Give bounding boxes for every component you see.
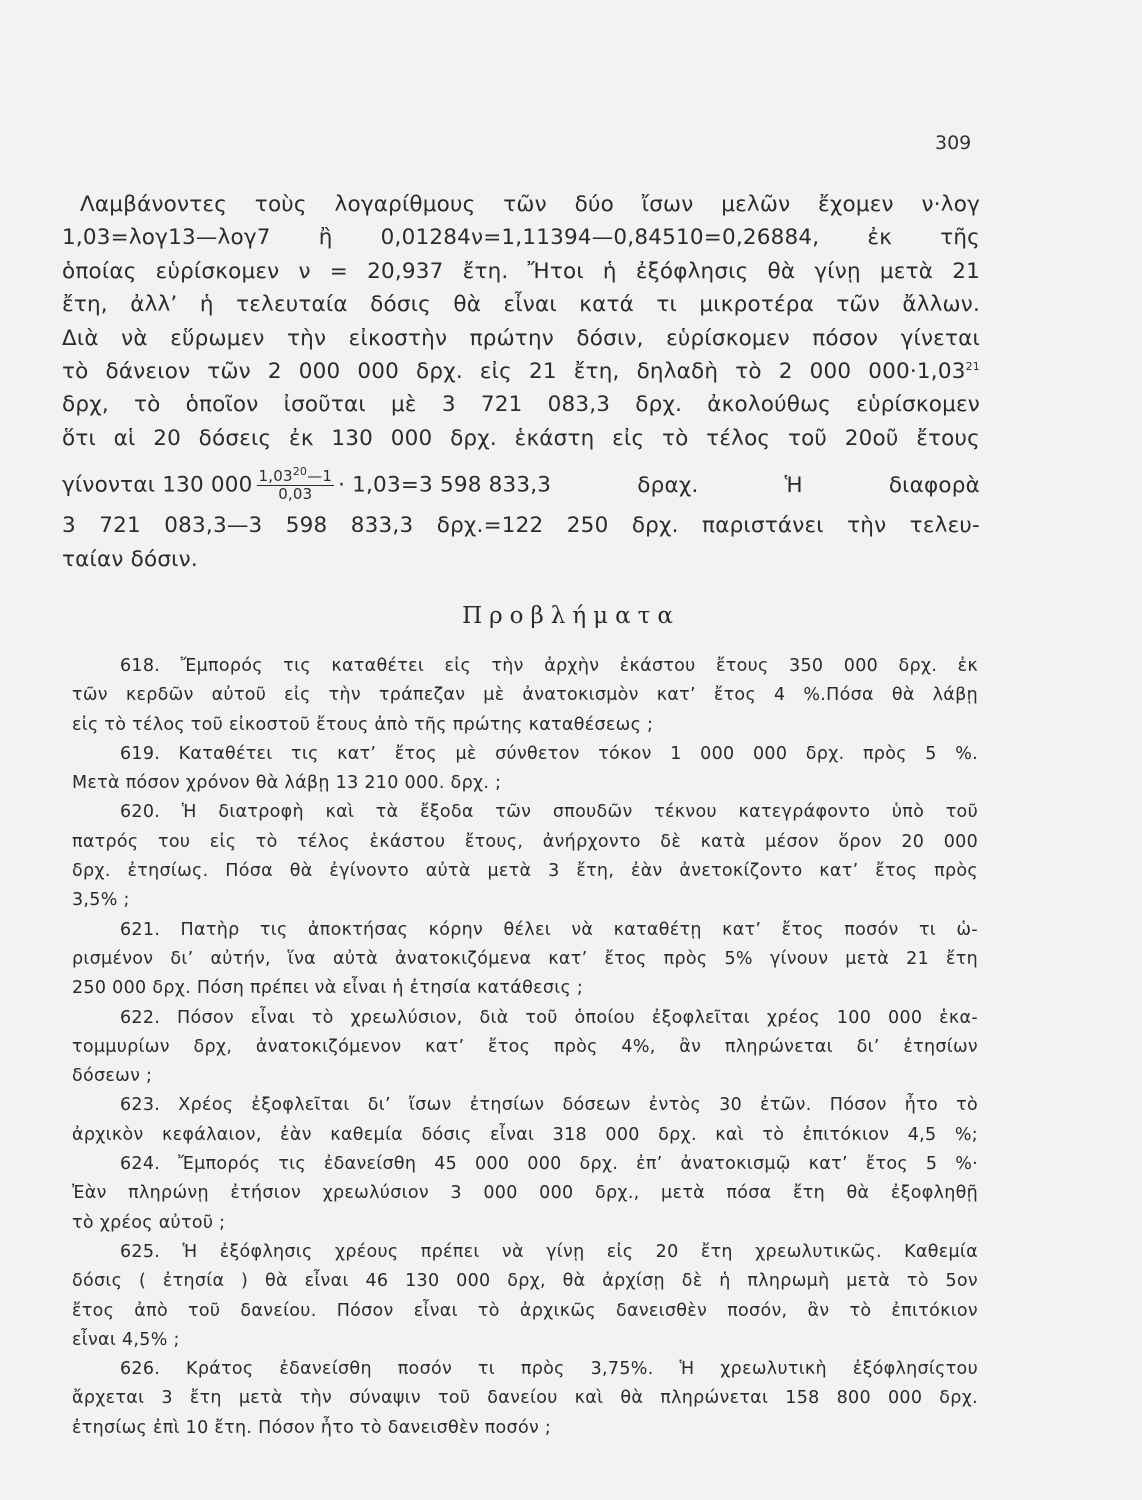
formula-prefix <box>62 464 552 503</box>
problem-line: 624. Ἔμπορός τις ἐδανείσθη 45 000 000 δρχ. ἐπ’ ἀνατοκισμῷ κατ’ ἔτος 5 %· <box>120 1154 978 1175</box>
text-line: δρχ, τὸ ὁποῖον ἰσοῦται μὲ 3 721 083,3 δρχ. ἀκολούθως εὑρίσκομεν <box>62 392 980 418</box>
text-line: ταίαν δόσιν. <box>62 546 198 572</box>
formula-line <box>62 457 980 513</box>
problem-line: Ἐὰν πληρώνῃ ἐτήσιον χρεωλύσιον 3 000 000 δρχ., μετὰ πόσα ἔτη θὰ ἐξοφληθῇ <box>72 1183 978 1204</box>
problem-line: δρχ. ἐτησίως. Πόσα θὰ ἐγίνοντο αὐτὰ μετὰ 3 ἔτη, ἐὰν ἀνετοκίζοντο κατ’ ἔτος πρὸς <box>72 861 978 882</box>
formula-article: Ἡ <box>784 472 803 498</box>
fraction-numerator <box>257 464 335 486</box>
problem-618 <box>72 652 978 740</box>
problem-line: Μετὰ πόσον χρόνον θὰ λάβῃ 13 210 000. δρχ. ; <box>72 773 502 794</box>
text-line: 1,03=λογ13—λογ7 ἢ 0,01284ν=1,11394—0,84510=0,26884, ἐκ τῆς <box>62 225 980 251</box>
problem-line: δόσεων ; <box>72 1066 153 1087</box>
fraction-denominator: 0,03 <box>278 484 313 503</box>
problem-line: τὸ χρέος αὐτοῦ ; <box>72 1212 226 1233</box>
problem-line: 3,5% ; <box>72 890 130 911</box>
formula-prefix-text: γίνονται 130 000 <box>62 472 253 498</box>
problem-619 <box>72 740 978 799</box>
problem-622 <box>72 1004 978 1092</box>
problem-line: 625. Ἡ ἐξόφλησις χρέους πρέπει νὰ γίνῃ εἰς 20 ἔτη χρεωλυτικῶς. Καθεμία <box>120 1241 978 1262</box>
formula-word: διαφορὰ <box>888 472 980 498</box>
text-line: ὁποίας εὑρίσκομεν ν = 20,937 ἔτη. Ἤτοι ἡ ἐξόφλησις θὰ γίνῃ μετὰ 21 <box>62 258 980 284</box>
problem-line: 618. Ἔμπορός τις καταθέτει εἰς τὴν ἀρχὴν ἑκάστου ἔτους 350 000 δρχ. ἐκ <box>120 656 978 676</box>
problem-625 <box>72 1238 978 1355</box>
solution-text <box>62 188 980 576</box>
problem-line: ἐτησίως ἐπὶ 10 ἔτη. Πόσον ἦτο τὸ δανεισθὲν ποσόν ; <box>72 1417 552 1438</box>
numerator-exponent: 20 <box>292 464 308 478</box>
text-line: 3 721 083,3—3 598 833,3 δρχ.=122 250 δρχ. παριστάνει τὴν τελευ- <box>62 513 980 539</box>
page-number: 309 <box>935 132 972 154</box>
text-line: τὸ δάνειον τῶν 2 000 000 δρχ. εἰς 21 ἔτη, δηλαδὴ τὸ 2 000 000·1,03 <box>62 359 966 385</box>
problem-line: 621. Πατὴρ τις ἀποκτήσας κόρην θέλει νὰ καταθέτῃ κατ’ ἔτος ποσόν τι ὡ- <box>120 919 978 940</box>
text-line: ἔτη, ἀλλ’ ἡ τελευταία δόσις θὰ εἶναι κατά τι μικροτέρα τῶν ἄλλων. <box>62 292 980 318</box>
problem-line: ἔτος ἀπὸ τοῦ δανείου. Πόσον εἶναι τὸ ἀρχικῶς δανεισθὲν ποσόν, ἂν τὸ ἐπιτόκιον <box>72 1300 978 1321</box>
problem-line: δόσις ( ἐτησία ) θὰ εἶναι 46 130 000 δρχ, θὰ ἀρχίσῃ δὲ ἡ πληρωμὴ μετὰ τὸ 5ον <box>72 1271 978 1292</box>
text-line: Διὰ νὰ εὕρωμεν τὴν εἰκοστὴν πρώτην δόσιν, εὑρίσκομεν πόσον γίνεται <box>62 325 980 351</box>
problem-line: 622. Πόσον εἶναι τὸ χρεωλύσιον, διὰ τοῦ ὁποίου ἐξοφλεῖται χρέος 100 000 ἑκα- <box>120 1007 978 1028</box>
numerator-base: 1,03 <box>258 466 293 485</box>
problem-624 <box>72 1150 978 1238</box>
fraction <box>257 464 335 503</box>
problem-list <box>72 652 978 1443</box>
text-line: ὅτι αἱ 20 δόσεις ἐκ 130 000 δρχ. ἑκάστη εἰς τὸ τέλος τοῦ 20οῦ ἔτους <box>62 425 980 451</box>
exponent: 21 <box>965 359 980 373</box>
problem-line: ἀρχικὸν κεφάλαιον, ἐὰν καθεμία δόσις εἶναι 318 000 δρχ. καὶ τὸ ἐπιτόκιον 4,5 %; <box>72 1124 978 1145</box>
formula-result: · 1,03=3 598 833,3 <box>338 472 552 498</box>
problem-line: 620. Ἡ διατροφὴ καὶ τὰ ἔξοδα τῶν σπουδῶν τέκνου κατεγράφοντο ὑπὸ τοῦ <box>120 802 978 823</box>
problem-line: πατρός του εἰς τὸ τέλος ἑκάστου ἔτους, ἀνήρχοντο δὲ κατὰ μέσον ὅρον 20 000 <box>72 831 978 852</box>
problem-line: ἄρχεται 3 ἔτη μετὰ τὴν σύναψιν τοῦ δανείου καὶ θὰ πληρώνεται 158 800 000 δρχ. <box>72 1388 978 1409</box>
problem-line: 623. Χρέος ἐξοφλεῖται δι’ ἴσων ἐτησίων δόσεων ἐντὸς 30 ἐτῶν. Πόσον ἦτο τὸ <box>120 1095 978 1116</box>
problem-line: ρισμένον δι’ αὐτήν, ἵνα αὐτὰ ἀνατοκιζόμενα κατ’ ἔτος πρὸς 5% γίνουν μετὰ 21 ἔτη <box>72 948 978 969</box>
problem-line: εἰς τὸ τέλος τοῦ εἰκοστοῦ ἔτους ἀπὸ τῆς πρώτης καταθέσεως ; <box>72 714 654 735</box>
problem-621 <box>72 916 978 1004</box>
text-line: Λαμβάνοντες τοὺς λογαρίθμους τῶν δύο ἴσων μελῶν ἔχομεν ν·λογ <box>80 192 980 217</box>
problem-623 <box>72 1091 978 1150</box>
problem-line: εἶναι 4,5% ; <box>72 1329 180 1350</box>
formula-unit: δραχ. <box>637 472 699 498</box>
problem-626 <box>72 1355 978 1443</box>
problem-line: 619. Καταθέτει τις κατ’ ἔτος μὲ σύνθετον τόκον 1 000 000 δρχ. πρὸς 5 %. <box>120 743 978 764</box>
section-heading: Προβλήματα <box>462 603 680 629</box>
problem-620 <box>72 798 978 915</box>
problem-line: 626. Κράτος ἐδανείσθη ποσόν τι πρὸς 3,75%. Ἡ χρεωλυτικὴ ἐξόφλησίςτου <box>120 1359 978 1380</box>
numerator-tail: —1 <box>307 466 333 485</box>
problem-line: τομμυρίων δρχ, ἀνατοκιζόμενον κατ’ ἔτος πρὸς 4%, ἂν πληρώνεται δι’ ἐτησίων <box>72 1036 978 1057</box>
text-line-with-exponent <box>62 355 980 388</box>
problem-line: 250 000 δρχ. Πόση πρέπει νὰ εἶναι ἡ ἐτησία κατάθεσις ; <box>72 978 584 999</box>
problem-line: τῶν κερδῶν αὐτοῦ εἰς τὴν τράπεζαν μὲ ἀνατοκισμὸν κατ’ ἔτος 4 %.Πόσα θὰ λάβῃ <box>72 685 978 706</box>
